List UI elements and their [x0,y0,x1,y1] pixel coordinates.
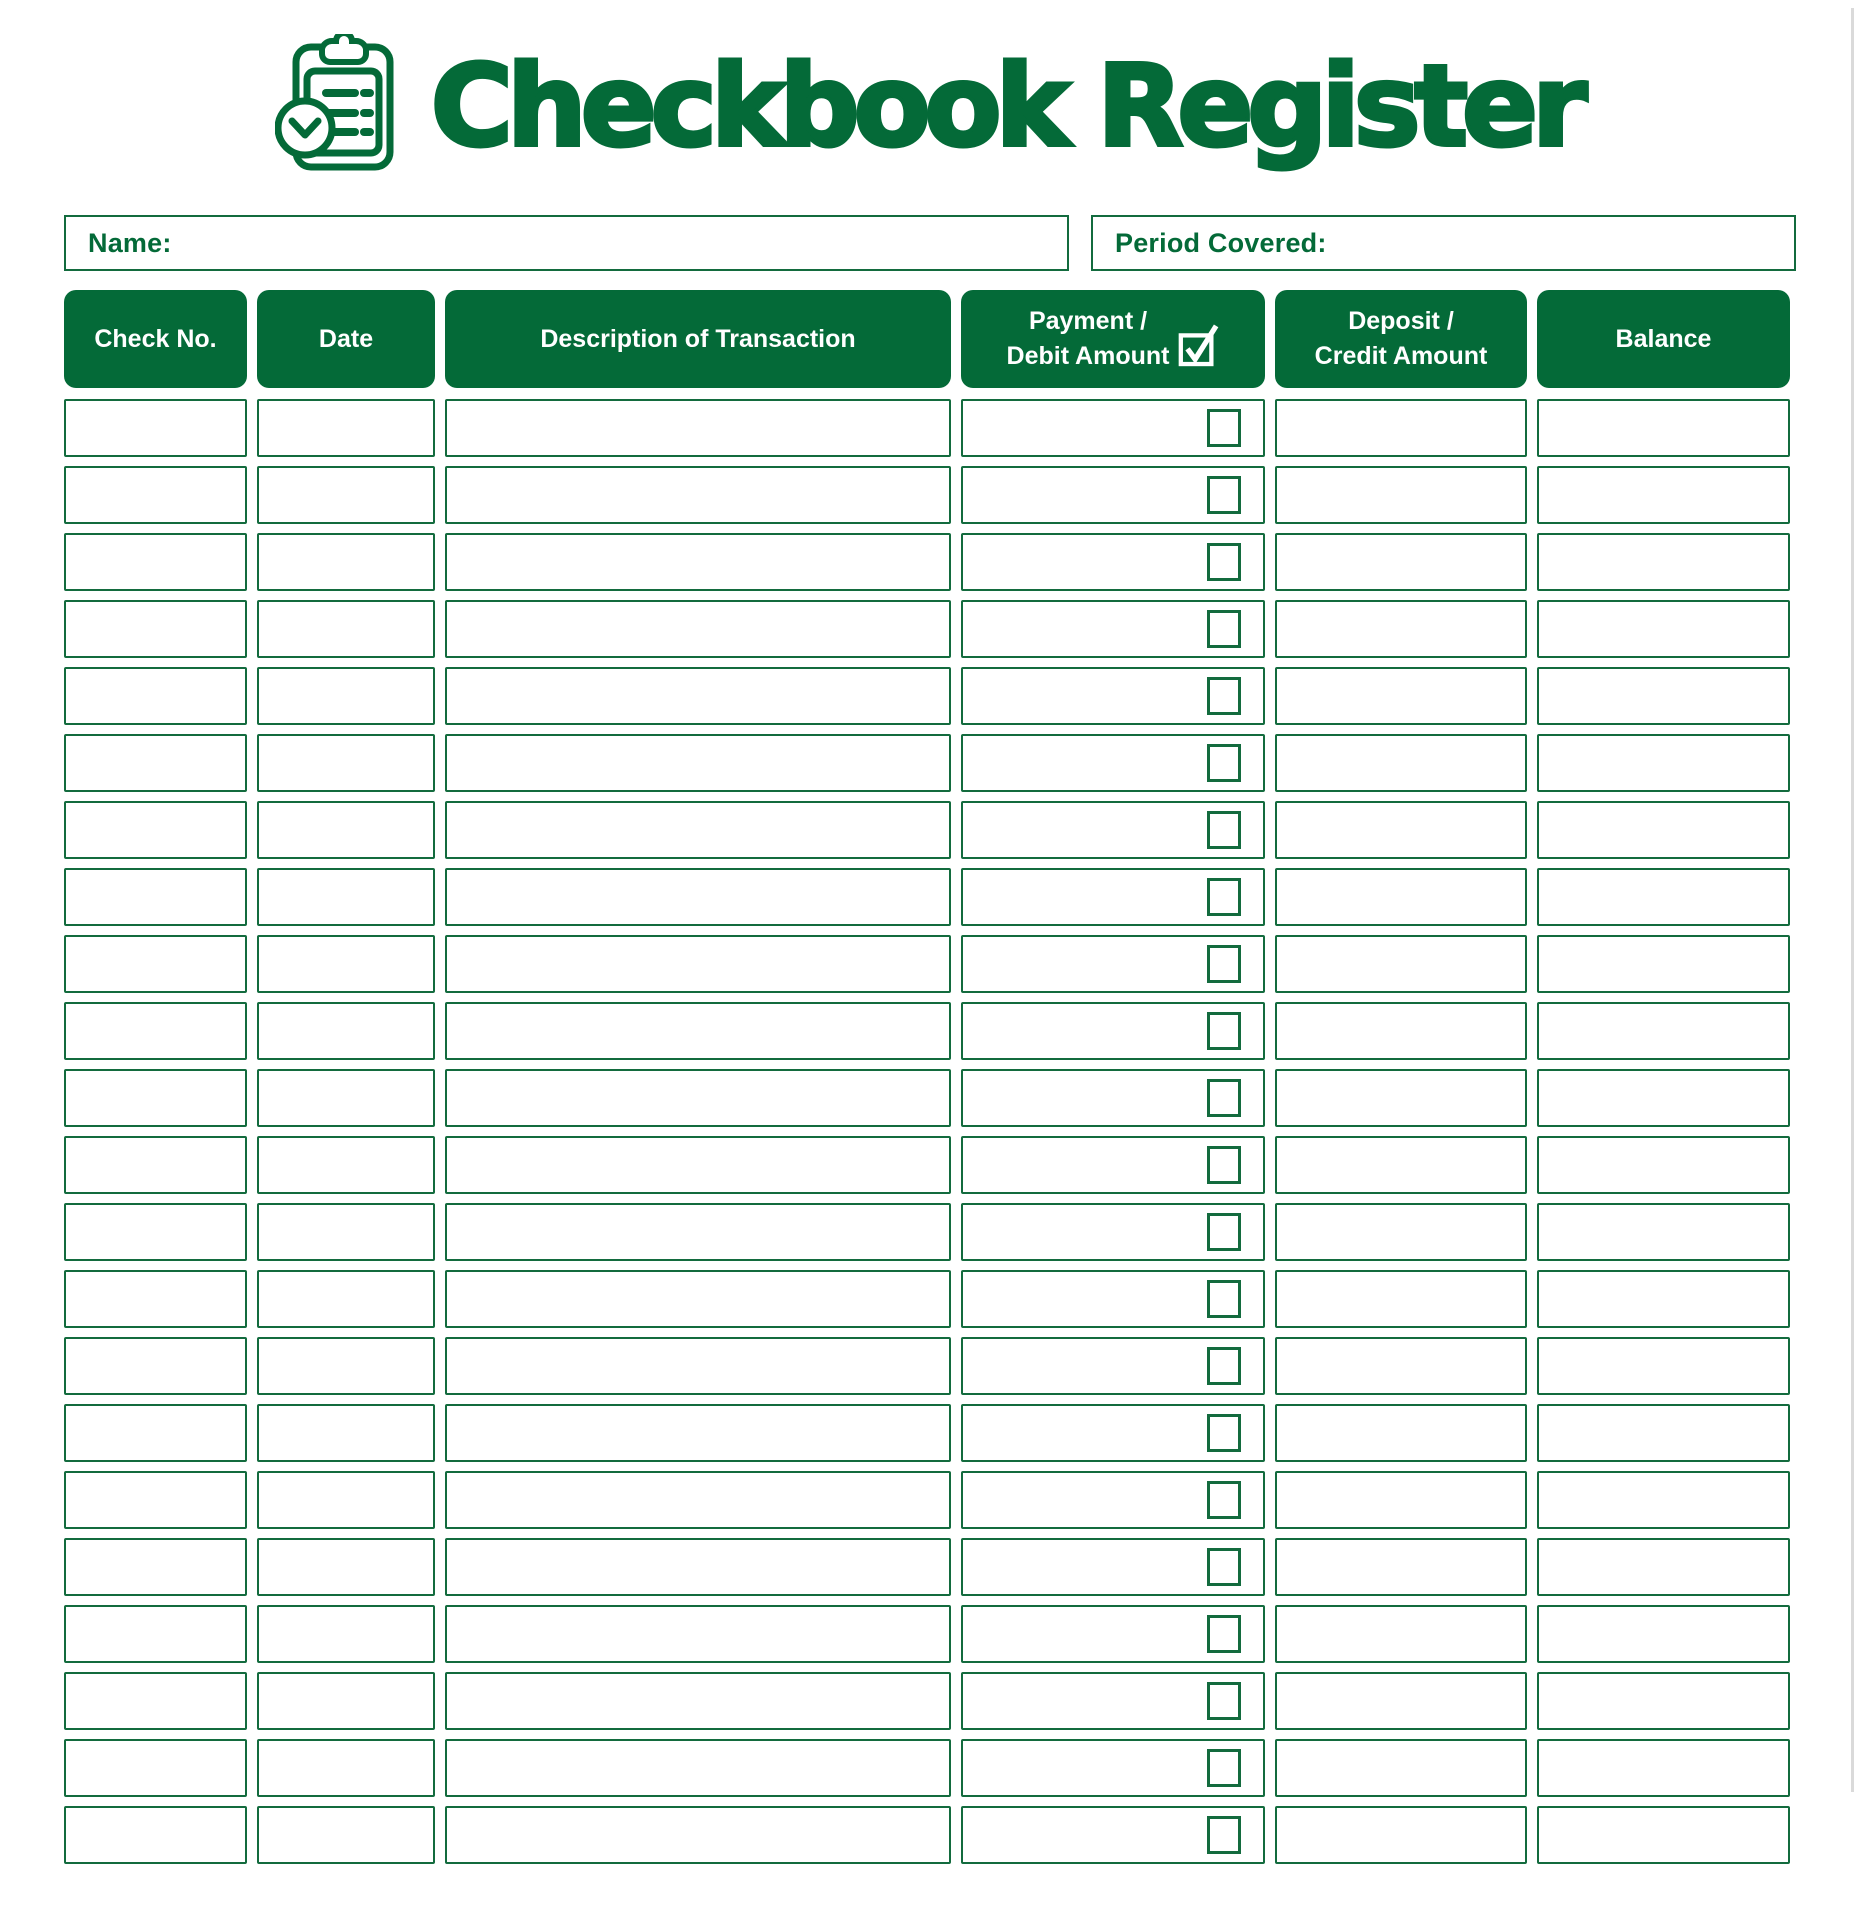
check-no-cell[interactable] [64,667,247,725]
payment-debit-cell[interactable] [961,1002,1265,1060]
cleared-checkbox[interactable] [1207,1414,1241,1452]
check-no-cell[interactable] [64,1471,247,1529]
header-check-no: Check No. [64,290,247,388]
cleared-checkbox[interactable] [1207,677,1241,715]
header-description: Description of Transaction [445,290,951,388]
table-row [64,734,1790,792]
cleared-checkbox[interactable] [1207,543,1241,581]
balance-cell[interactable] [1537,1337,1790,1395]
header-deposit-line2: Credit Amount [1314,342,1488,370]
cleared-checkbox[interactable] [1207,1347,1241,1385]
date-cell[interactable] [257,1203,435,1261]
check-no-cell[interactable] [64,1203,247,1261]
description-cell[interactable] [445,466,951,524]
balance-cell[interactable] [1537,1605,1790,1663]
balance-cell[interactable] [1537,533,1790,591]
deposit-credit-cell[interactable] [1275,533,1527,591]
date-cell[interactable] [257,1672,435,1730]
description-cell[interactable] [445,734,951,792]
check-no-cell[interactable] [64,801,247,859]
description-cell[interactable] [445,1270,951,1328]
payment-debit-cell[interactable] [961,935,1265,993]
table-row [64,1404,1790,1462]
check-no-cell[interactable] [64,1270,247,1328]
cleared-checkbox[interactable] [1207,476,1241,514]
balance-cell[interactable] [1537,935,1790,993]
deposit-credit-cell[interactable] [1275,1672,1527,1730]
description-cell[interactable] [445,1739,951,1797]
date-cell[interactable] [257,1806,435,1864]
table-row [64,868,1790,926]
balance-cell[interactable] [1537,466,1790,524]
deposit-credit-cell[interactable] [1275,1136,1527,1194]
date-cell[interactable] [257,667,435,725]
description-cell[interactable] [445,1605,951,1663]
balance-cell[interactable] [1537,1136,1790,1194]
date-cell[interactable] [257,399,435,457]
table-row [64,466,1790,524]
deposit-credit-cell[interactable] [1275,1605,1527,1663]
payment-debit-cell[interactable] [961,600,1265,658]
deposit-credit-cell[interactable] [1275,1471,1527,1529]
date-cell[interactable] [257,1538,435,1596]
period-covered-label: Period Covered: [1115,227,1327,258]
header-balance: Balance [1537,290,1790,388]
description-cell[interactable] [445,1538,951,1596]
date-cell[interactable] [257,466,435,524]
deposit-credit-cell[interactable] [1275,1739,1527,1797]
description-cell[interactable] [445,533,951,591]
payment-debit-cell[interactable] [961,1471,1265,1529]
description-cell[interactable] [445,1136,951,1194]
description-cell[interactable] [445,399,951,457]
deposit-credit-cell[interactable] [1275,1203,1527,1261]
deposit-credit-cell[interactable] [1275,868,1527,926]
check-no-cell[interactable] [64,1002,247,1060]
check-no-cell[interactable] [64,1739,247,1797]
name-field[interactable] [64,215,1069,271]
payment-debit-cell[interactable] [961,466,1265,524]
cleared-checkbox[interactable] [1207,1079,1241,1117]
balance-cell[interactable] [1537,868,1790,926]
date-cell[interactable] [257,533,435,591]
table-row [64,667,1790,725]
table-row [64,1337,1790,1395]
cleared-checkbox[interactable] [1207,1615,1241,1653]
date-cell[interactable] [257,1136,435,1194]
deposit-credit-cell[interactable] [1275,1002,1527,1060]
balance-cell[interactable] [1537,1002,1790,1060]
table-row [64,1270,1790,1328]
description-cell[interactable] [445,868,951,926]
cleared-checkbox[interactable] [1207,1280,1241,1318]
check-no-cell[interactable] [64,1136,247,1194]
cleared-checkbox[interactable] [1207,744,1241,782]
fields-row [64,215,1796,271]
payment-debit-cell[interactable] [961,1672,1265,1730]
check-no-cell[interactable] [64,466,247,524]
payment-debit-cell[interactable] [961,868,1265,926]
cleared-checkbox[interactable] [1207,1146,1241,1184]
check-no-cell[interactable] [64,1605,247,1663]
cleared-checkbox[interactable] [1207,945,1241,983]
header-date: Date [257,290,435,388]
date-cell[interactable] [257,1002,435,1060]
date-cell[interactable] [257,868,435,926]
header-deposit-line1: Deposit / [1348,307,1454,335]
cleared-checkbox[interactable] [1207,1816,1241,1854]
description-cell[interactable] [445,1471,951,1529]
description-cell[interactable] [445,1337,951,1395]
description-cell[interactable] [445,1672,951,1730]
table-row [64,1806,1790,1864]
period-covered-input[interactable] [1327,217,1794,269]
table-row [64,801,1790,859]
deposit-credit-cell[interactable] [1275,1270,1527,1328]
payment-debit-cell[interactable] [961,1404,1265,1462]
balance-cell[interactable] [1537,600,1790,658]
check-no-cell[interactable] [64,935,247,993]
name-label: Name: [88,227,172,258]
period-covered-field[interactable] [1091,215,1796,271]
payment-debit-cell[interactable] [961,1605,1265,1663]
page-header [0,34,1856,181]
table-row [64,1672,1790,1730]
header-payment-line1: Payment / [1028,307,1148,335]
payment-debit-cell[interactable] [961,1136,1265,1194]
table-row [64,1739,1790,1797]
description-cell[interactable] [445,667,951,725]
cleared-checkbox[interactable] [1207,409,1241,447]
table-row [64,935,1790,993]
description-cell[interactable] [445,935,951,993]
check-no-cell[interactable] [64,734,247,792]
deposit-credit-cell[interactable] [1275,1337,1527,1395]
date-cell[interactable] [257,1069,435,1127]
table-row [64,399,1790,457]
check-no-cell[interactable] [64,1806,247,1864]
cleared-checkbox[interactable] [1207,1213,1241,1251]
cleared-checkbox[interactable] [1207,878,1241,916]
deposit-credit-cell[interactable] [1275,399,1527,457]
cleared-checkbox[interactable] [1207,1548,1241,1586]
payment-debit-cell[interactable] [961,399,1265,457]
deposit-credit-cell[interactable] [1275,1538,1527,1596]
payment-debit-cell[interactable] [961,667,1265,725]
deposit-credit-cell[interactable] [1275,801,1527,859]
payment-debit-cell[interactable] [961,1270,1265,1328]
table-row [64,1538,1790,1596]
check-no-cell[interactable] [64,1404,247,1462]
balance-cell[interactable] [1537,667,1790,725]
cleared-checkbox[interactable] [1207,811,1241,849]
balance-cell[interactable] [1537,801,1790,859]
cleared-checkbox[interactable] [1207,1749,1241,1787]
check-no-cell[interactable] [64,868,247,926]
check-no-cell[interactable] [64,1069,247,1127]
deposit-credit-cell[interactable] [1275,600,1527,658]
cleared-checkbox[interactable] [1207,1481,1241,1519]
date-cell[interactable] [257,1605,435,1663]
cleared-checkbox[interactable] [1207,1012,1241,1050]
cleared-checkbox[interactable] [1207,610,1241,648]
table-row [64,1002,1790,1060]
date-cell[interactable] [257,1337,435,1395]
deposit-credit-cell[interactable] [1275,1404,1527,1462]
description-cell[interactable] [445,1203,951,1261]
table-body [64,399,1790,1864]
description-cell[interactable] [445,600,951,658]
deposit-credit-cell[interactable] [1275,1069,1527,1127]
date-cell[interactable] [257,600,435,658]
clipboard-clock-icon [275,34,397,181]
page-edge-line [1851,8,1854,1792]
header-payment-debit [961,290,1265,388]
balance-cell[interactable] [1537,1270,1790,1328]
payment-debit-cell[interactable] [961,801,1265,859]
description-cell[interactable] [445,1002,951,1060]
balance-cell[interactable] [1537,1203,1790,1261]
balance-cell[interactable] [1537,1471,1790,1529]
check-no-cell[interactable] [64,1672,247,1730]
date-cell[interactable] [257,801,435,859]
table-row [64,1471,1790,1529]
check-no-cell[interactable] [64,533,247,591]
deposit-credit-cell[interactable] [1275,734,1527,792]
balance-cell[interactable] [1537,1806,1790,1864]
date-cell[interactable] [257,1404,435,1462]
date-cell[interactable] [257,1270,435,1328]
payment-debit-cell[interactable] [961,1337,1265,1395]
table-row [64,1203,1790,1261]
balance-cell[interactable] [1537,1538,1790,1596]
payment-debit-cell[interactable] [961,533,1265,591]
balance-cell[interactable] [1537,1739,1790,1797]
description-cell[interactable] [445,1069,951,1127]
balance-cell[interactable] [1537,1672,1790,1730]
balance-cell[interactable] [1537,399,1790,457]
header-payment-line2: Debit Amount [1006,342,1170,370]
check-no-cell[interactable] [64,600,247,658]
date-cell[interactable] [257,1471,435,1529]
balance-cell[interactable] [1537,1404,1790,1462]
date-cell[interactable] [257,734,435,792]
checked-checkbox-icon [1169,310,1219,368]
table-row [64,1136,1790,1194]
header-deposit-credit [1275,290,1527,388]
table-row [64,533,1790,591]
date-cell[interactable] [257,1739,435,1797]
balance-cell[interactable] [1537,1069,1790,1127]
deposit-credit-cell[interactable] [1275,935,1527,993]
name-input[interactable] [172,217,1067,269]
description-cell[interactable] [445,801,951,859]
page-title: Checkbook Register [430,41,1582,172]
table-row [64,1605,1790,1663]
description-cell[interactable] [445,1806,951,1864]
description-cell[interactable] [445,1404,951,1462]
cleared-checkbox[interactable] [1207,1682,1241,1720]
table-row [64,1069,1790,1127]
balance-cell[interactable] [1537,734,1790,792]
payment-debit-cell[interactable] [961,1538,1265,1596]
table-row [64,600,1790,658]
payment-debit-cell[interactable] [961,1739,1265,1797]
date-cell[interactable] [257,935,435,993]
check-no-cell[interactable] [64,1538,247,1596]
table-header-row [64,290,1790,388]
deposit-credit-cell[interactable] [1275,466,1527,524]
deposit-credit-cell[interactable] [1275,1806,1527,1864]
payment-debit-cell[interactable] [961,1806,1265,1864]
deposit-credit-cell[interactable] [1275,667,1527,725]
payment-debit-cell[interactable] [961,734,1265,792]
payment-debit-cell[interactable] [961,1069,1265,1127]
register-table [64,290,1790,1873]
check-no-cell[interactable] [64,399,247,457]
payment-debit-cell[interactable] [961,1203,1265,1261]
check-no-cell[interactable] [64,1337,247,1395]
